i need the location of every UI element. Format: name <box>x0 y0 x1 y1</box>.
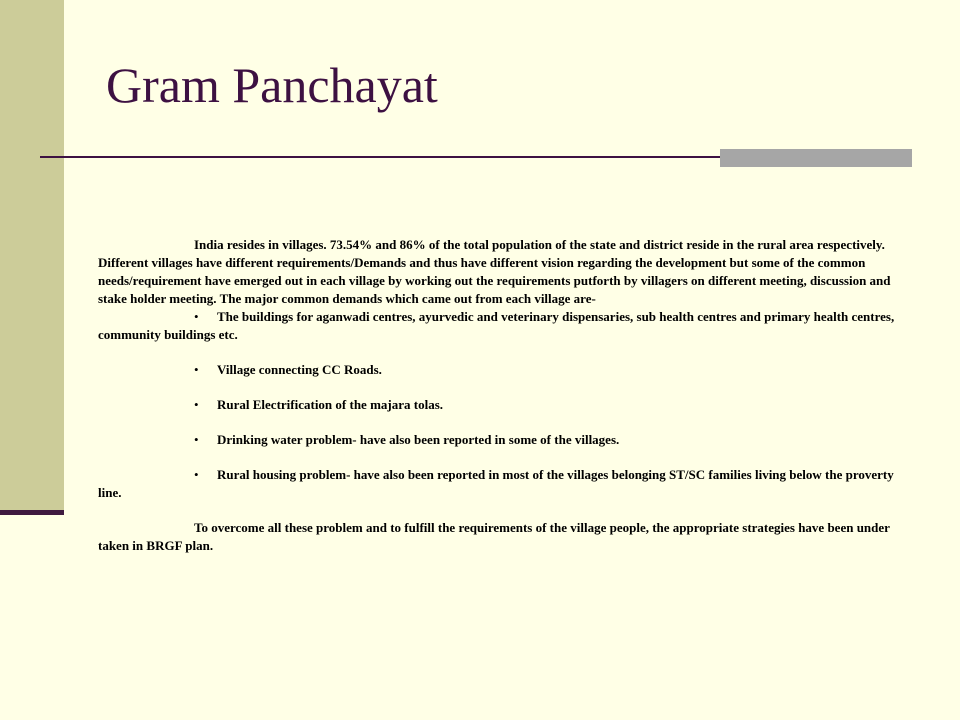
list-item <box>98 431 906 449</box>
bullet-text: Village connecting CC Roads. <box>217 362 382 377</box>
closing-paragraph: To overcome all these problem and to fulfill the requirements of the village people, the appropriate strategies have been under taken in BRGF plan. <box>98 520 890 553</box>
side-accent-bar <box>0 0 64 512</box>
slide-body <box>98 236 906 555</box>
slide-title: Gram Panchayat <box>106 57 438 113</box>
bullet-text: Drinking water problem- have also been reported in some of the villages. <box>217 432 620 447</box>
bullet-icon: • <box>194 467 199 482</box>
bullet-icon: • <box>194 362 199 377</box>
bullet-text: Rural housing problem- have also been reported in most of the villages belonging ST/SC families living below the proverty line. <box>98 467 894 500</box>
side-accent-bar-cap <box>0 510 64 515</box>
bullet-icon: • <box>194 309 199 324</box>
bullet-text: Rural Electrification of the majara tolas. <box>217 397 444 412</box>
title-underline-accent-block <box>720 149 912 167</box>
bullet-icon: • <box>194 397 199 412</box>
bullet-text: The buildings for aganwadi centres, ayurvedic and veterinary dispensaries, sub health centres and primary health centres, community buildings etc. <box>98 309 895 342</box>
list-item <box>98 396 906 414</box>
bullet-icon: • <box>194 432 199 447</box>
list-item <box>98 466 906 502</box>
list-item <box>98 308 906 344</box>
intro-paragraph: India resides in villages. 73.54% and 86% of the total population of the state and district reside in the rural area respectively. Different villages have different requirements/Demands and thus have different vision regarding the development but some of the common needs/requirement have emerged out in each village by working out the requirements putforth by villagers on different meeting, discussion and stake holder meeting. The major common demands which came out from each village are- <box>98 237 891 306</box>
list-item <box>98 361 906 379</box>
